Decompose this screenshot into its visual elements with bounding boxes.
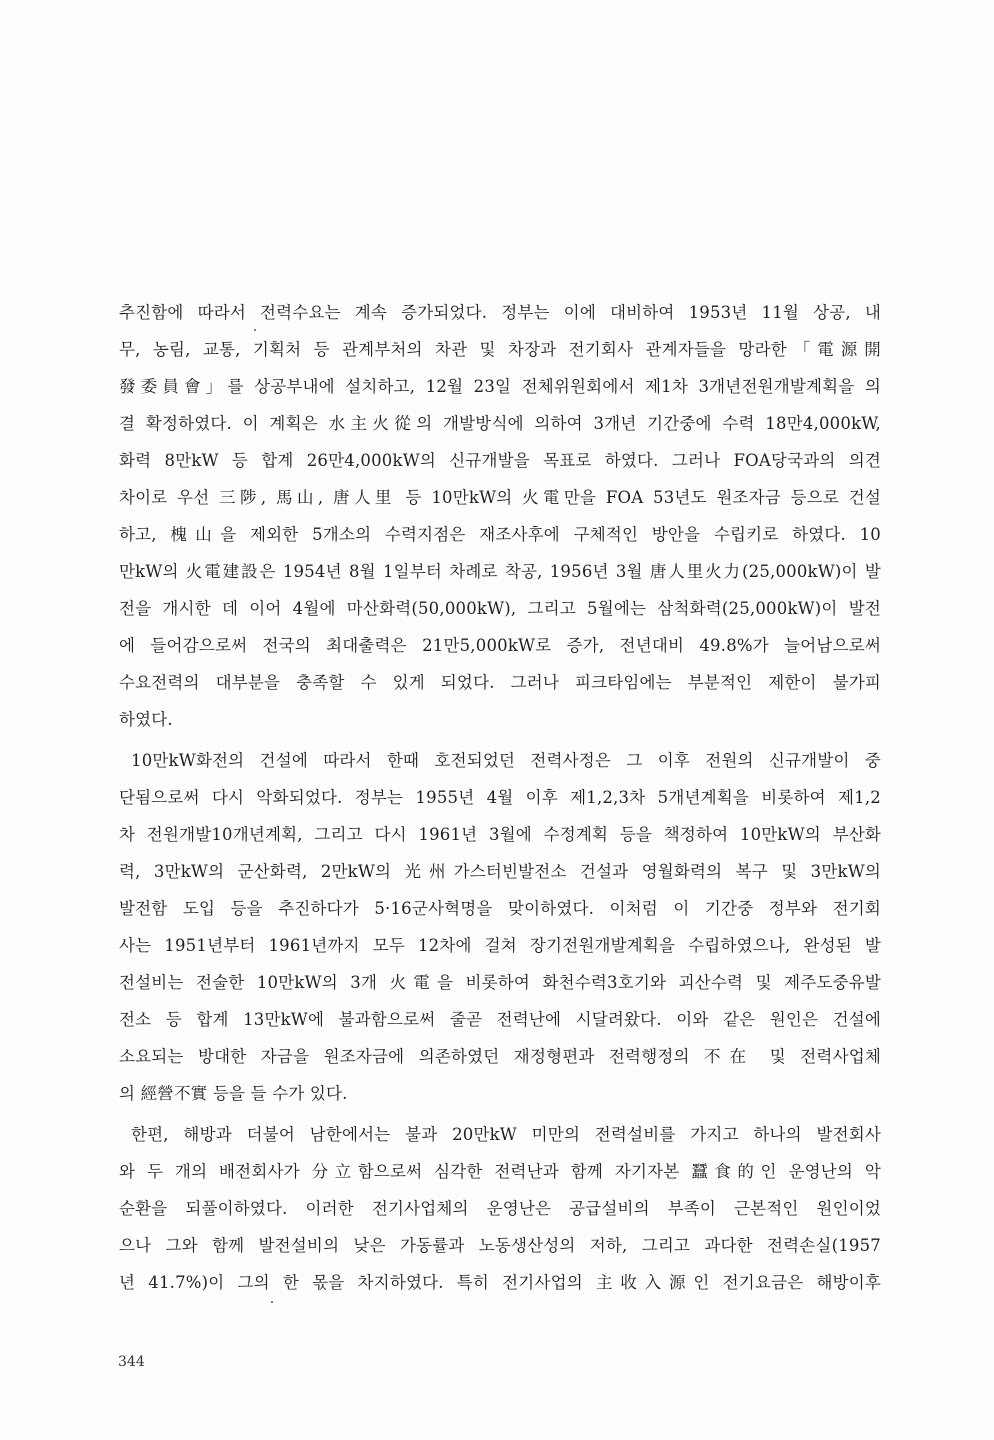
text-line: 화력 8만kW 등 합계 26만4,000kW의 신규개발을 목표로 하였다. 그러나 FOA당국과의 의견 [119,451,881,470]
scan-speck [271,1301,273,1303]
text-line: 차 전원개발10개년계획, 그리고 다시 1961년 3월에 수정계획 등을 책정하여 10만kW의 부산화 [119,825,881,844]
page-number: 344 [118,1354,145,1370]
text-line: 發委員會」를 상공부내에 설치하고, 12월 23일 전체위원회에서 제1차 3개년전원개발계획을 의 [119,377,881,396]
text-line: 추진함에 따라서 전력수요는 계속 증가되었다. 정부는 이에 대비하여 1953년 11월 상공, 내 [119,303,881,322]
text-line: 전설비는 전술한 10만kW의 3개 火電을 비롯하여 화천수력3호기와 괴산수력 및 제주도중유발 [119,973,881,992]
text-line: 력, 3만kW의 군산화력, 2만kW의 光州가스터빈발전소 건설과 영월화력의 복구 및 3만kW의 [119,862,881,881]
text-line: 차이로 우선 三陟, 馬山, 唐人里 등 10만kW의 火電만을 FOA 53년도 원조자금 등으로 건설 [119,488,881,507]
body-text [119,294,881,1301]
text-line: 소요되는 방대한 자금을 원조자금에 의존하였던 재정형편과 전력행정의 不在 및 전력사업체 [119,1047,881,1066]
text-line: 무, 농림, 교통, 기획처 등 관계부처의 차관 및 차장과 전기회사 관계자들을 망라한「電源開 [119,340,881,359]
text-line: 하고, 槐山을 제외한 5개소의 수력지점은 재조사후에 구체적인 방안을 수립키로 하였다. 10 [119,525,881,544]
text-line: 수요전력의 대부분을 충족할 수 있게 되었다. 그러나 피크타임에는 부분적인 제한이 불가피 [119,673,881,692]
text-line: 에 들어감으로써 전국의 최대출력은 21만5,000kW로 증가, 전년대비 49.8%가 늘어남으로써 [119,636,881,655]
text-line: 10만kW화전의 건설에 따라서 한때 호전되었던 전력사정은 그 이후 전원의 신규개발이 중 [131,751,881,770]
scan-speck [254,329,256,331]
text-line: 단됨으로써 다시 악화되었다. 정부는 1955년 4월 이후 제1,2,3차 5개년계획을 비롯하여 제1,2 [119,788,881,807]
text-line: 와 두 개의 배전회사가 分立함으로써 심각한 전력난과 함께 자기자본 蠶食的인 운영난의 악 [119,1162,881,1181]
text-line: 전소 등 합계 13만kW에 불과함으로써 줄곧 전력난에 시달려왔다. 이와 같은 원인은 건설에 [119,1010,881,1029]
text-line: 으나 그와 함께 발전설비의 낮은 가동률과 노동생산성의 저하, 그리고 과다한 전력손실(1957 [119,1236,881,1255]
text-line: 의 經營不實 등을 들 수가 있다. [119,1084,348,1103]
text-line: 사는 1951년부터 1961년까지 모두 12차에 걸쳐 장기전원개발계획을 수립하였으나, 완성된 발 [119,936,881,955]
text-line: 년 41.7%)이 그의 한 몫을 차지하였다. 특히 전기사업의 主收入源인 전기요금은 해방이후 [119,1273,881,1292]
text-line: 순환을 되풀이하였다. 이러한 전기사업체의 운영난은 공급설비의 부족이 근본적인 원인이었 [119,1199,881,1218]
text-line: 전을 개시한 데 이어 4월에 마산화력(50,000kW), 그리고 5월에는 삼척화력(25,000kW)이 발전 [119,599,881,618]
text-line: 결 확정하였다. 이 계획은 水主火從의 개발방식에 의하여 3개년 기간중에 수력 18만4,000kW, [119,414,881,433]
text-line: 한편, 해방과 더불어 남한에서는 불과 20만kW 미만의 전력설비를 가지고 하나의 발전회사 [131,1125,881,1144]
text-line: 하였다. [119,710,173,729]
text-line: 발전함 도입 등을 추진하다가 5·16군사혁명을 맞이하였다. 이처럼 이 기간중 정부와 전기회 [119,899,881,918]
text-line: 만kW의 火電建設은 1954년 8월 1일부터 차례로 착공, 1956년 3월 唐人里火力(25,000kW)이 발 [119,562,881,581]
